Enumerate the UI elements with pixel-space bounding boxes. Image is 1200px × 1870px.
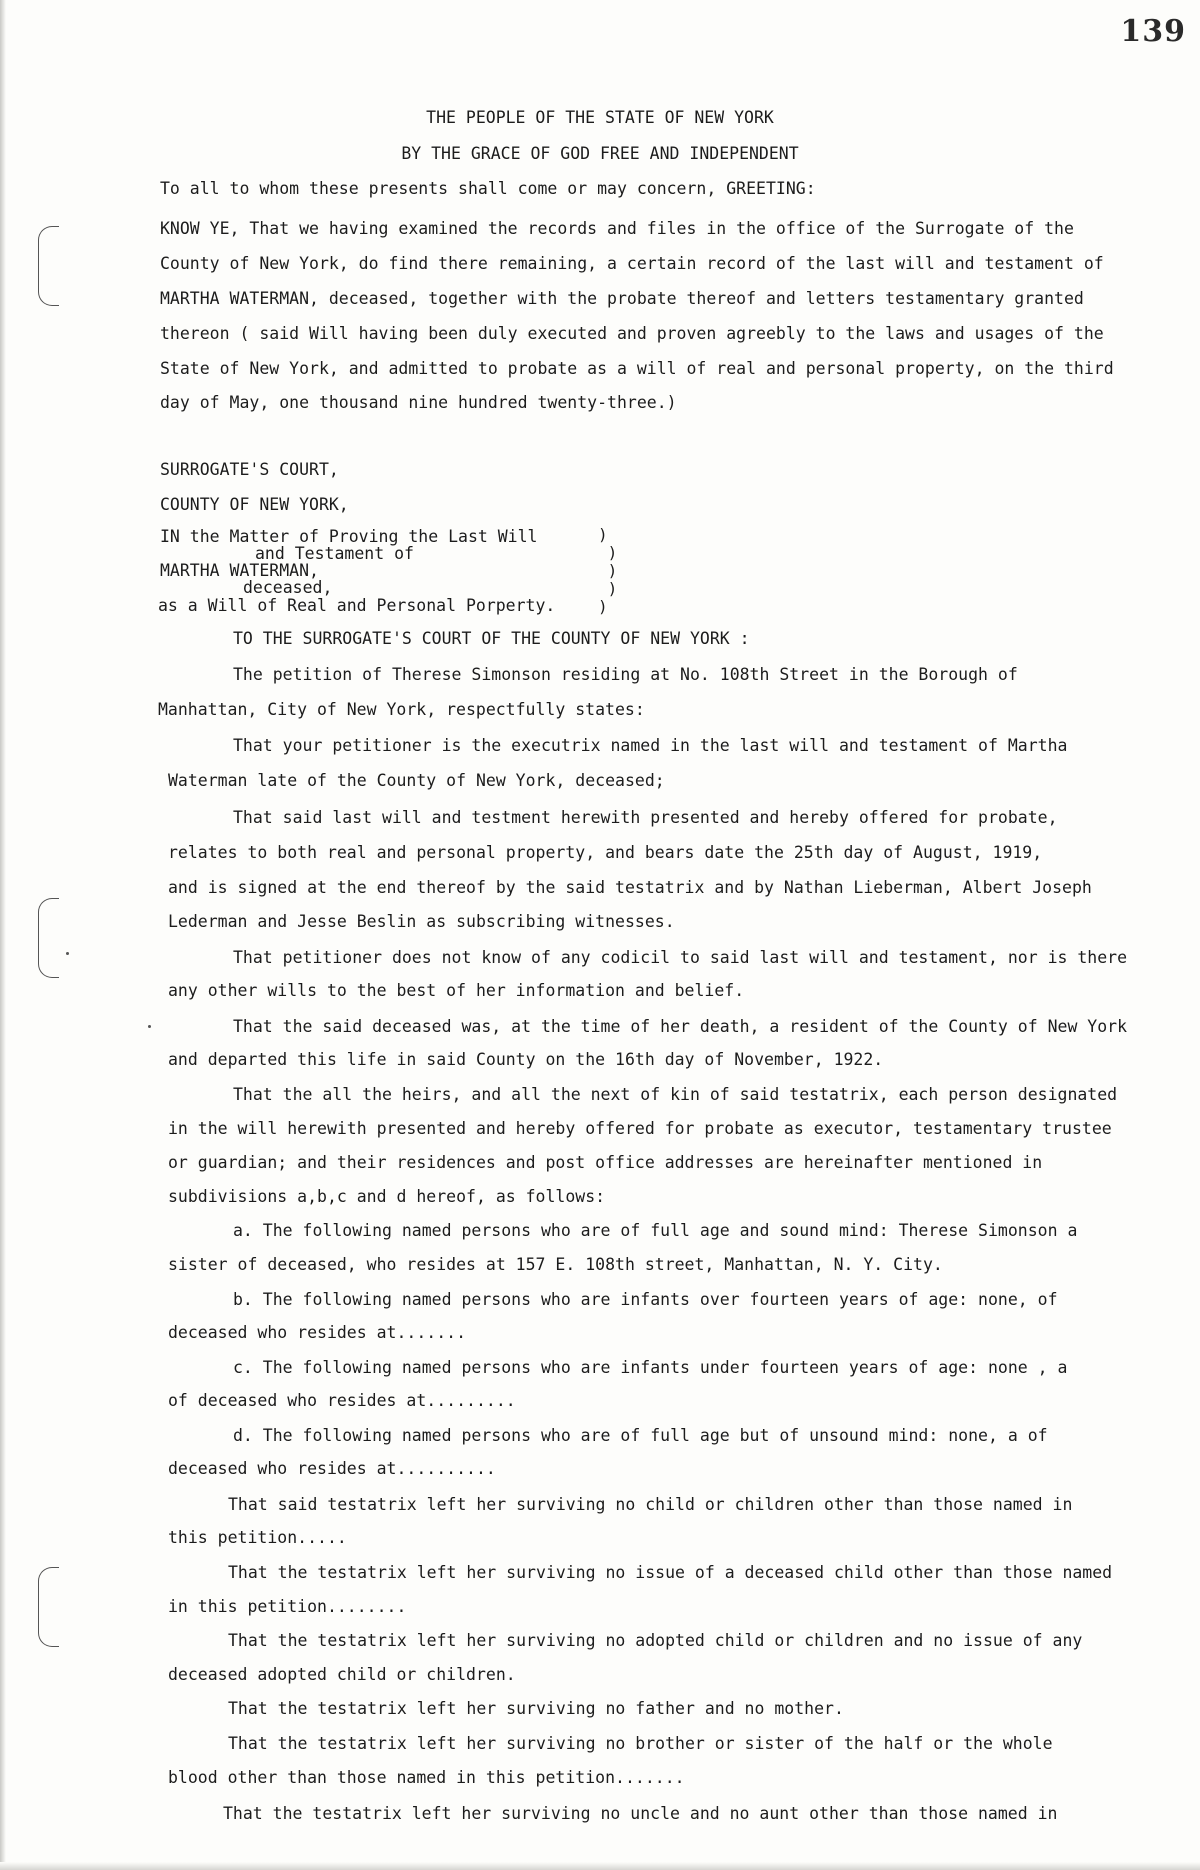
body-line: deceased who resides at.......... — [168, 1459, 496, 1478]
know-ye-line: thereon ( said Will having been duly executed and proven agreebly to the laws and usages of the — [160, 324, 1104, 343]
punch-hole-middle — [38, 898, 59, 978]
punch-hole-bottom — [38, 1567, 59, 1647]
body-line: That the testatrix left her surviving no adopted child or children and no issue of any — [228, 1631, 1083, 1650]
body-line: blood other than those named in this petition....... — [168, 1768, 685, 1787]
ink-speck — [148, 1025, 151, 1028]
body-line: That your petitioner is the executrix named in the last will and testament of Martha — [233, 736, 1068, 755]
punch-hole-top — [38, 226, 59, 306]
body-line: That the testatrix left her surviving no uncle and no aunt other than those named in — [223, 1804, 1058, 1823]
body-line: That the said deceased was, at the time of her death, a resident of the County of New York — [233, 1017, 1128, 1036]
header-line-1: THE PEOPLE OF THE STATE OF NEW YORK — [426, 108, 774, 127]
caption-line: MARTHA WATERMAN, — [160, 561, 319, 580]
body-line: That said testatrix left her surviving no child or children other than those named in — [228, 1495, 1073, 1514]
body-line: and is signed at the end thereof by the said testatrix and by Nathan Lieberman, Albert Joseph — [168, 878, 1092, 897]
body-line: or guardian; and their residences and post office addresses are hereinafter mentioned in — [168, 1153, 1043, 1172]
caption-line: as a Will of Real and Personal Porperty. — [158, 596, 556, 615]
page-number: 139 — [1120, 14, 1186, 49]
court-name: SURROGATE'S COURT, — [160, 460, 339, 479]
know-ye-line: State of New York, and admitted to probate as a will of real and personal property, on the third — [160, 359, 1114, 378]
body-line: deceased who resides at....... — [168, 1323, 467, 1342]
know-ye-line: County of New York, do find there remaining, a certain record of the last will and testament of — [160, 254, 1104, 273]
body-line: That petitioner does not know of any codicil to said last will and testament, nor is there — [233, 948, 1128, 967]
body-line: subdivisions a,b,c and d hereof, as follows: — [168, 1187, 606, 1206]
scan-edge-shadow — [0, 0, 6, 1870]
body-line: deceased adopted child or children. — [168, 1665, 516, 1684]
body-line: and departed this life in said County on the 16th day of November, 1922. — [168, 1050, 884, 1069]
header-line-2: BY THE GRACE OF GOD FREE AND INDEPENDENT — [401, 144, 799, 163]
body-line: The petition of Therese Simonson residing at No. 108th Street in the Borough of — [233, 665, 1018, 684]
court-county: COUNTY OF NEW YORK, — [160, 495, 349, 514]
body-line: any other wills to the best of her information and belief. — [168, 981, 745, 1000]
body-line: of deceased who resides at......... — [168, 1391, 516, 1410]
body-line: in this petition........ — [168, 1597, 407, 1616]
know-ye-line: day of May, one thousand nine hundred twenty-three.) — [160, 393, 677, 412]
body-line: d. The following named persons who are of full age but of unsound mind: none, a of — [233, 1426, 1048, 1445]
caption-line: and Testament of — [255, 544, 414, 563]
body-line: this petition..... — [168, 1528, 347, 1547]
body-line: sister of deceased, who resides at 157 E. 108th street, Manhattan, N. Y. City. — [168, 1255, 943, 1274]
body-line: in the will herewith presented and hereby offered for probate as executor, testamentary trustee — [168, 1119, 1112, 1138]
body-line: Waterman late of the County of New York, deceased; — [168, 771, 665, 790]
body-line: That the testatrix left her surviving no issue of a deceased child other than those named — [228, 1563, 1113, 1582]
body-line: Lederman and Jesse Beslin as subscribing witnesses. — [168, 912, 675, 931]
body-line: a. The following named persons who are of full age and sound mind: Therese Simonson a — [233, 1221, 1078, 1240]
ink-speck — [66, 952, 69, 955]
body-line: Manhattan, City of New York, respectfully states: — [158, 700, 645, 719]
know-ye-line: KNOW YE, That we having examined the records and files in the office of the Surrogate of the — [160, 219, 1074, 238]
caption-brace: ) ) ) ) ) — [598, 525, 618, 616]
body-line: c. The following named persons who are infants under fourteen years of age: none , a — [233, 1358, 1068, 1377]
body-line: relates to both real and personal property, and bears date the 25th day of August, 1919, — [168, 843, 1043, 862]
know-ye-line: MARTHA WATERMAN, deceased, together with the probate thereof and letters testamentary granted — [160, 289, 1084, 308]
caption-line: IN the Matter of Proving the Last Will — [160, 527, 538, 546]
to-court-line: TO THE SURROGATE'S COURT OF THE COUNTY OF NEW YORK : — [233, 629, 750, 648]
greeting: To all to whom these presents shall come or may concern, GREETING: — [160, 179, 816, 198]
body-line: b. The following named persons who are infants over fourteen years of age: none, of — [233, 1290, 1058, 1309]
body-line: That the all the heirs, and all the next of kin of said testatrix, each person designated — [233, 1085, 1118, 1104]
body-line: That the testatrix left her surviving no brother or sister of the half or the whole — [228, 1734, 1053, 1753]
body-line: That said last will and testment herewith presented and hereby offered for probate, — [233, 808, 1058, 827]
body-line: That the testatrix left her surviving no father and no mother. — [228, 1699, 844, 1718]
scan-bottom-shadow — [0, 1862, 1200, 1870]
caption-line: deceased, — [243, 578, 333, 597]
